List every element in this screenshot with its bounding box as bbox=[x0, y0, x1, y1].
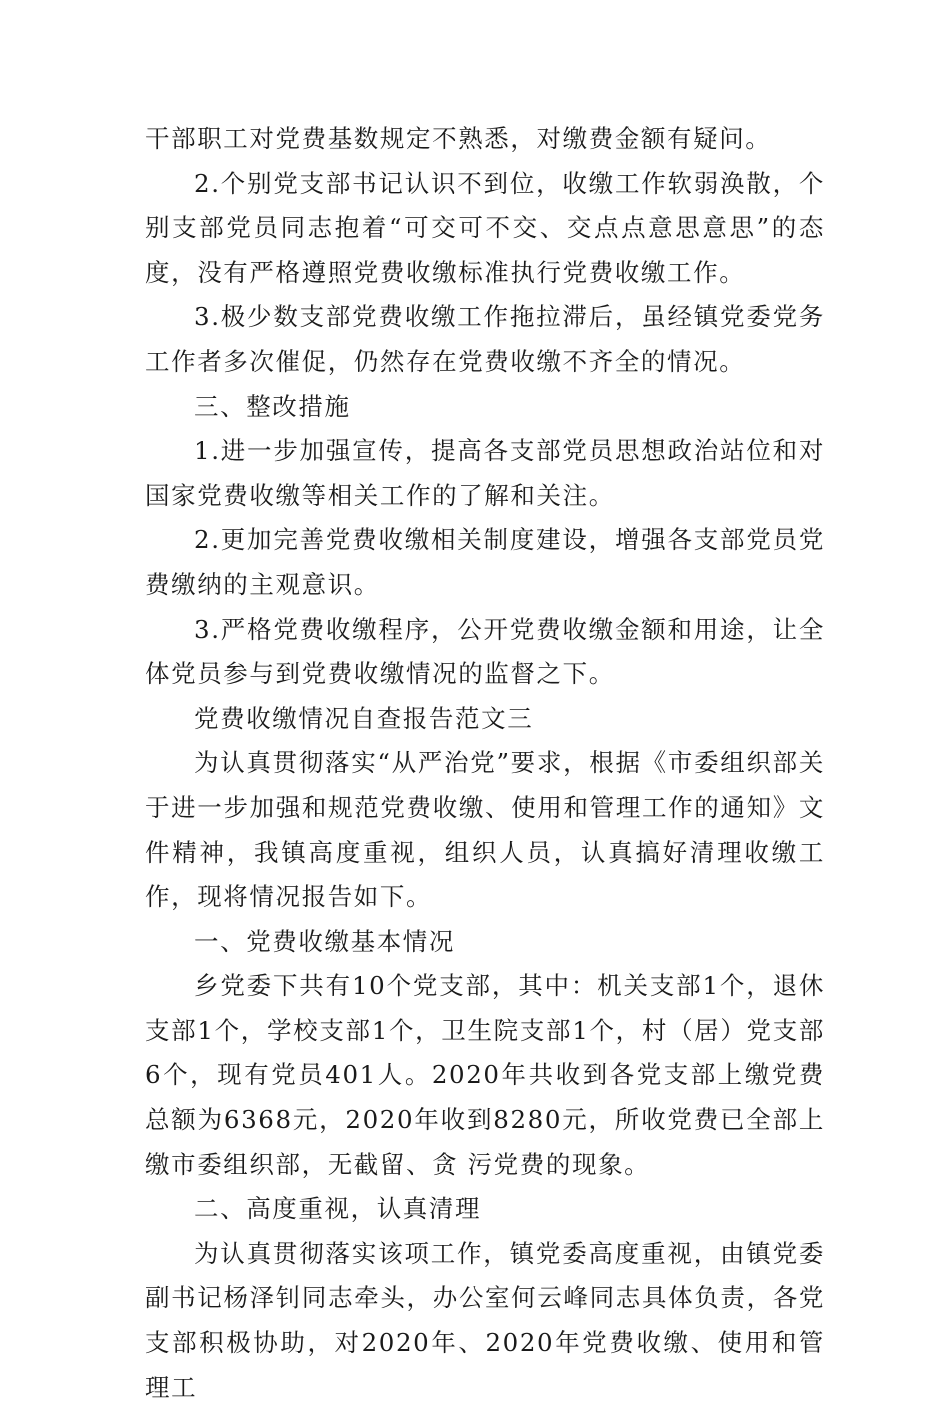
document-body bbox=[145, 117, 825, 1410]
paragraph: 2.个别党支部书记认识不到位，收缴工作软弱涣散，个别支部党员同志抱着“可交可不交、交点点意思意思”的态度，没有严格遵照党费收缴标准执行党费收缴工作。 bbox=[145, 168, 825, 287]
paragraph: 3.极少数支部党费收缴工作拖拉滞后，虽经镇党委党务工作者多次催促，仍然存在党费收缴不齐全的情况。 bbox=[145, 302, 825, 376]
section-heading: 三、整改措施 bbox=[194, 391, 351, 421]
section-heading: 一、党费收缴基本情况 bbox=[194, 926, 455, 956]
paragraph: 1.进一步加强宣传，提高各支部党员思想政治站位和对国家党费收缴等相关工作的了解和关注。 bbox=[145, 436, 825, 510]
paragraph: 乡党委下共有10个党支部，其中：机关支部1个，退休支部1个，学校支部1个，卫生院支部1个，村（居）党支部6个，现有党员401人。2020年共收到各党支部上缴党费总额为6368元，2020年收到8280元，所收党费已全部上缴市委组织部，无截留、贪 污党费的现象。 bbox=[145, 971, 825, 1179]
paragraph: 为认真贯彻落实“从严治党”要求，根据《市委组织部关于进一步加强和规范党费收缴、使用和管理工作的通知》文件精神，我镇高度重视，组织人员，认真搞好清理收缴工作，现将情况报告如下。 bbox=[145, 748, 825, 912]
paragraph: 为认真贯彻落实该项工作，镇党委高度重视，由镇党委副书记杨泽钊同志牵头，办公室何云峰同志具体负责，各党支部积极协助，对2020年、2020年党费收缴、使用和管理工 bbox=[145, 1238, 825, 1402]
paragraph: 2.更加完善党费收缴相关制度建设，增强各支部党员党费缴纳的主观意识。 bbox=[145, 525, 825, 599]
paragraph: 3.严格党费收缴程序，公开党费收缴金额和用途，让全体党员参与到党费收缴情况的监督之下。 bbox=[145, 614, 825, 689]
paragraph: 干部职工对党费基数规定不熟悉，对缴费金额有疑问。 bbox=[145, 124, 772, 153]
section-heading: 二、高度重视，认真清理 bbox=[194, 1194, 482, 1224]
document-title: 党费收缴情况自查报告范文三 bbox=[194, 703, 534, 733]
